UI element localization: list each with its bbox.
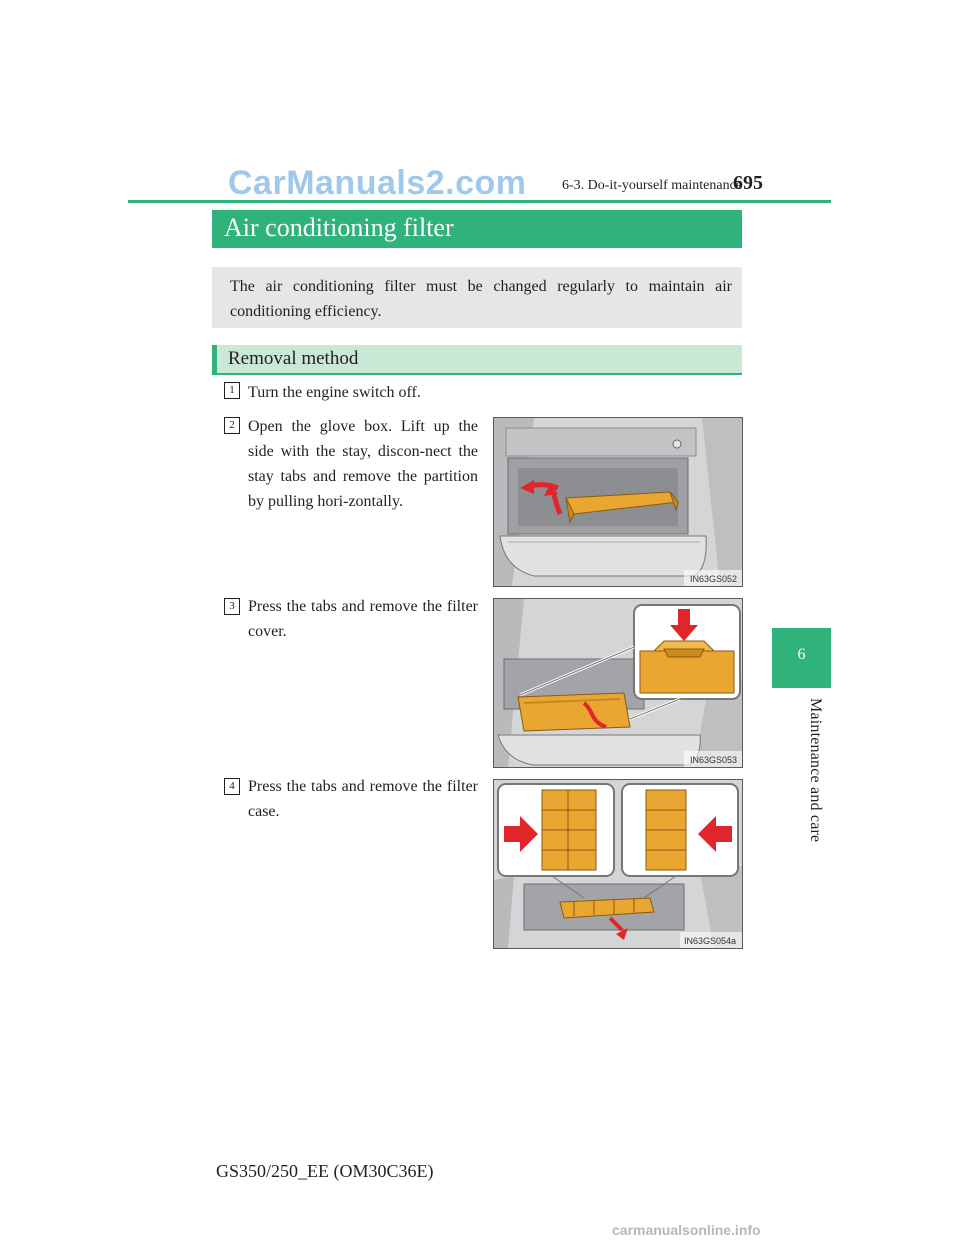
step-number: 2 bbox=[224, 417, 240, 434]
figure-glove-box-partition bbox=[493, 417, 743, 587]
step-number: 4 bbox=[224, 778, 240, 795]
chapter-title: Maintenance and care bbox=[807, 697, 824, 843]
figure-filter-cover bbox=[493, 598, 743, 768]
chapter-number: 6 bbox=[797, 646, 806, 663]
footer-watermark: carmanualsonline.info bbox=[612, 1222, 761, 1238]
subheading-accent bbox=[212, 345, 217, 373]
page-title: Air conditioning filter bbox=[224, 213, 454, 242]
figure-code: IN63GS053 bbox=[690, 755, 738, 765]
figure-code: IN63GS052 bbox=[690, 574, 738, 584]
step-text: Press the tabs and remove the filter case. bbox=[248, 778, 478, 820]
step-number: 3 bbox=[224, 598, 240, 615]
subheading: Removal method bbox=[228, 348, 359, 369]
step-text: Open the glove box. Lift up the side with the stay, discon-nect the stay tabs and remove the partition by pulling hori-zontally. bbox=[248, 418, 478, 510]
step-number: 1 bbox=[224, 382, 240, 399]
figure-code: IN63GS054a bbox=[684, 936, 737, 946]
figure-filter-case bbox=[493, 779, 743, 949]
section-label: 6-3. Do-it-yourself maintenance bbox=[562, 178, 742, 193]
page-number: 695 bbox=[733, 172, 763, 194]
step-text: Turn the engine switch off. bbox=[248, 384, 421, 401]
subheading-rule bbox=[212, 373, 742, 375]
watermark-logo: CarManuals2.com bbox=[228, 164, 527, 202]
intro-text: The air conditioning filter must be changed regularly to maintain air conditioning efficiency. bbox=[230, 278, 732, 320]
model-code: GS350/250_EE (OM30C36E) bbox=[216, 1161, 434, 1181]
step-text: Press the tabs and remove the filter cover. bbox=[248, 598, 478, 640]
